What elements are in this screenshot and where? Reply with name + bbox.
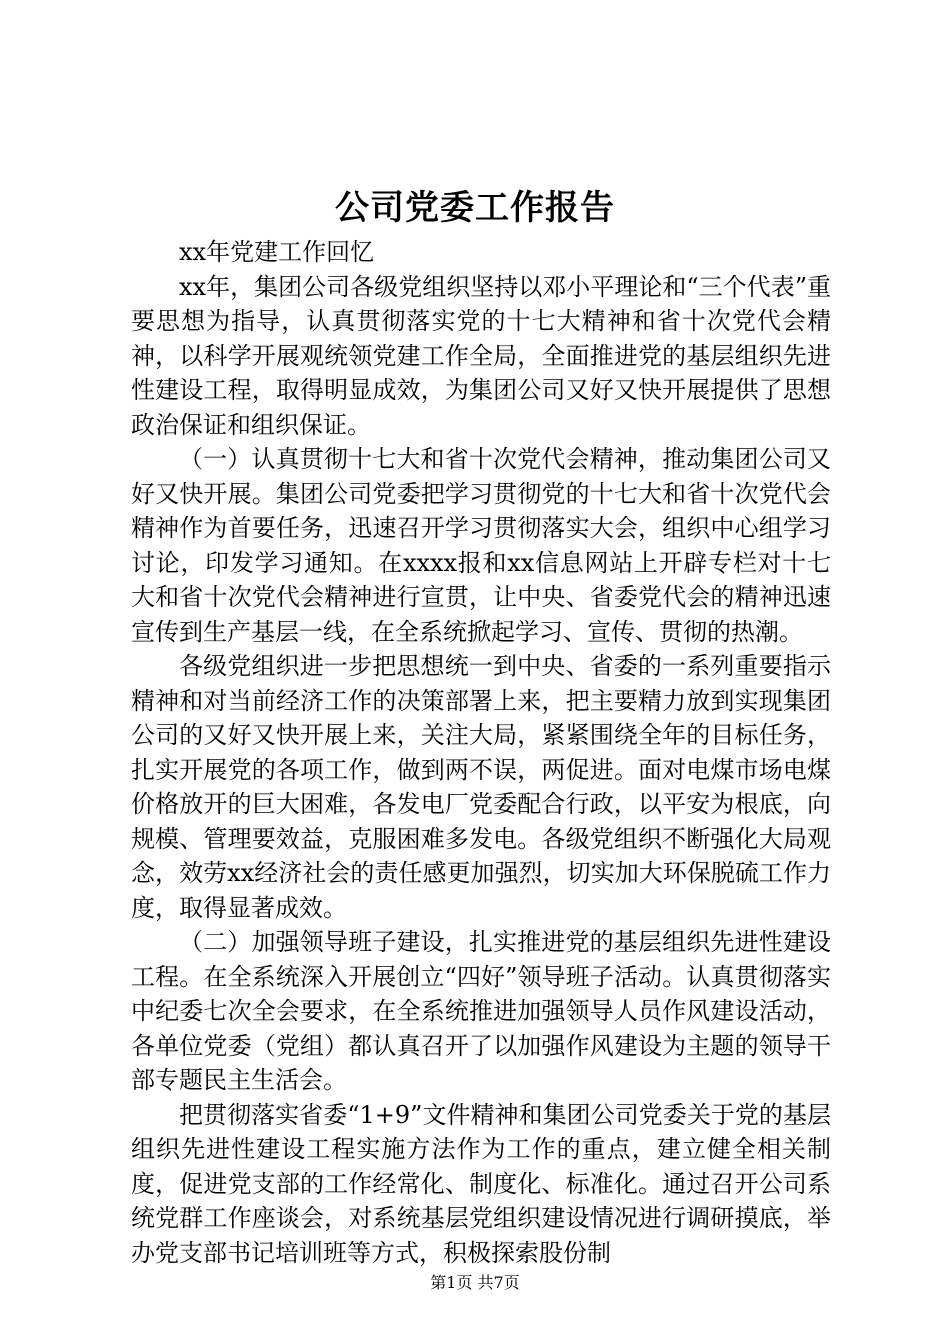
paragraph-heading: xx年党建工作回忆 xyxy=(179,238,375,266)
page-number-footer: 第1页 共7页 xyxy=(430,1273,520,1292)
document-title: 公司党委工作报告 xyxy=(335,188,615,228)
paragraph: （二）加强领导班子建设，扎实推进党的基层组织先进性建设工程。在全系统深入开展创立“四好”领导班子活动。认真贯彻落实中纪委七次全会要求，在全系统推进加强领导人员作风建设活动，各单位党委（党组）都认真召开了以加强作风建设为主题的领导干部专题民主生活会。 xyxy=(131,928,831,1094)
paragraph: xx年，集团公司各级党组织坚持以邓小平理论和“三个代表”重要思想为指导，认真贯彻落实党的十七大精神和省十次党代会精神，以科学开展观统领党建工作全局，全面推进党的基层组织先进性建设工程，取得明显成效，为集团公司又好又快开展提供了思想政治保证和组织保证。 xyxy=(131,272,831,439)
paragraph: 把贯彻落实省委“1+9”文件精神和集团公司党委关于党的基层组织先进性建设工程实施方法作为工作的重点，建立健全相关制度，促进党支部的工作经常化、制度化、标准化。通过召开公司系统党群工作座谈会，对系统基层党组织建设情况进行调研摸底，举办党支部书记培训班等方式，积极探索股份制 xyxy=(131,1100,831,1267)
document-body xyxy=(131,235,831,1270)
paragraph: （一）认真贯彻十七大和省十次党代会精神，推动集团公司又好又快开展。集团公司党委把学习贯彻党的十七大和省十次党代会精神作为首要任务，迅速召开学习贯彻落实大会，组织中心组学习讨论，印发学习通知。在xxxx报和xx信息网站上开辟专栏对十七大和省十次党代会精神进行宣贯，让中央、省委党代会的精神迅速宣传到生产基层一线，在全系统掀起学习、宣传、贯彻的热潮。 xyxy=(131,445,831,646)
paragraph: 各级党组织进一步把思想统一到中央、省委的一系列重要指示精神和对当前经济工作的决策部署上来，把主要精力放到实现集团公司的又好又快开展上来，关注大局，紧紧围绕全年的目标任务，扎实开展党的各项工作，做到两不误，两促进。面对电煤市场电煤价格放开的巨大困难，各发电厂党委配合行政，以平安为根底，向规模、管理要效益，克服困难多发电。各级党组织不断强化大局观念，效劳xx经济社会的责任感更加强烈，切实加大环保脱硫工作力度，取得显著成效。 xyxy=(131,652,831,922)
